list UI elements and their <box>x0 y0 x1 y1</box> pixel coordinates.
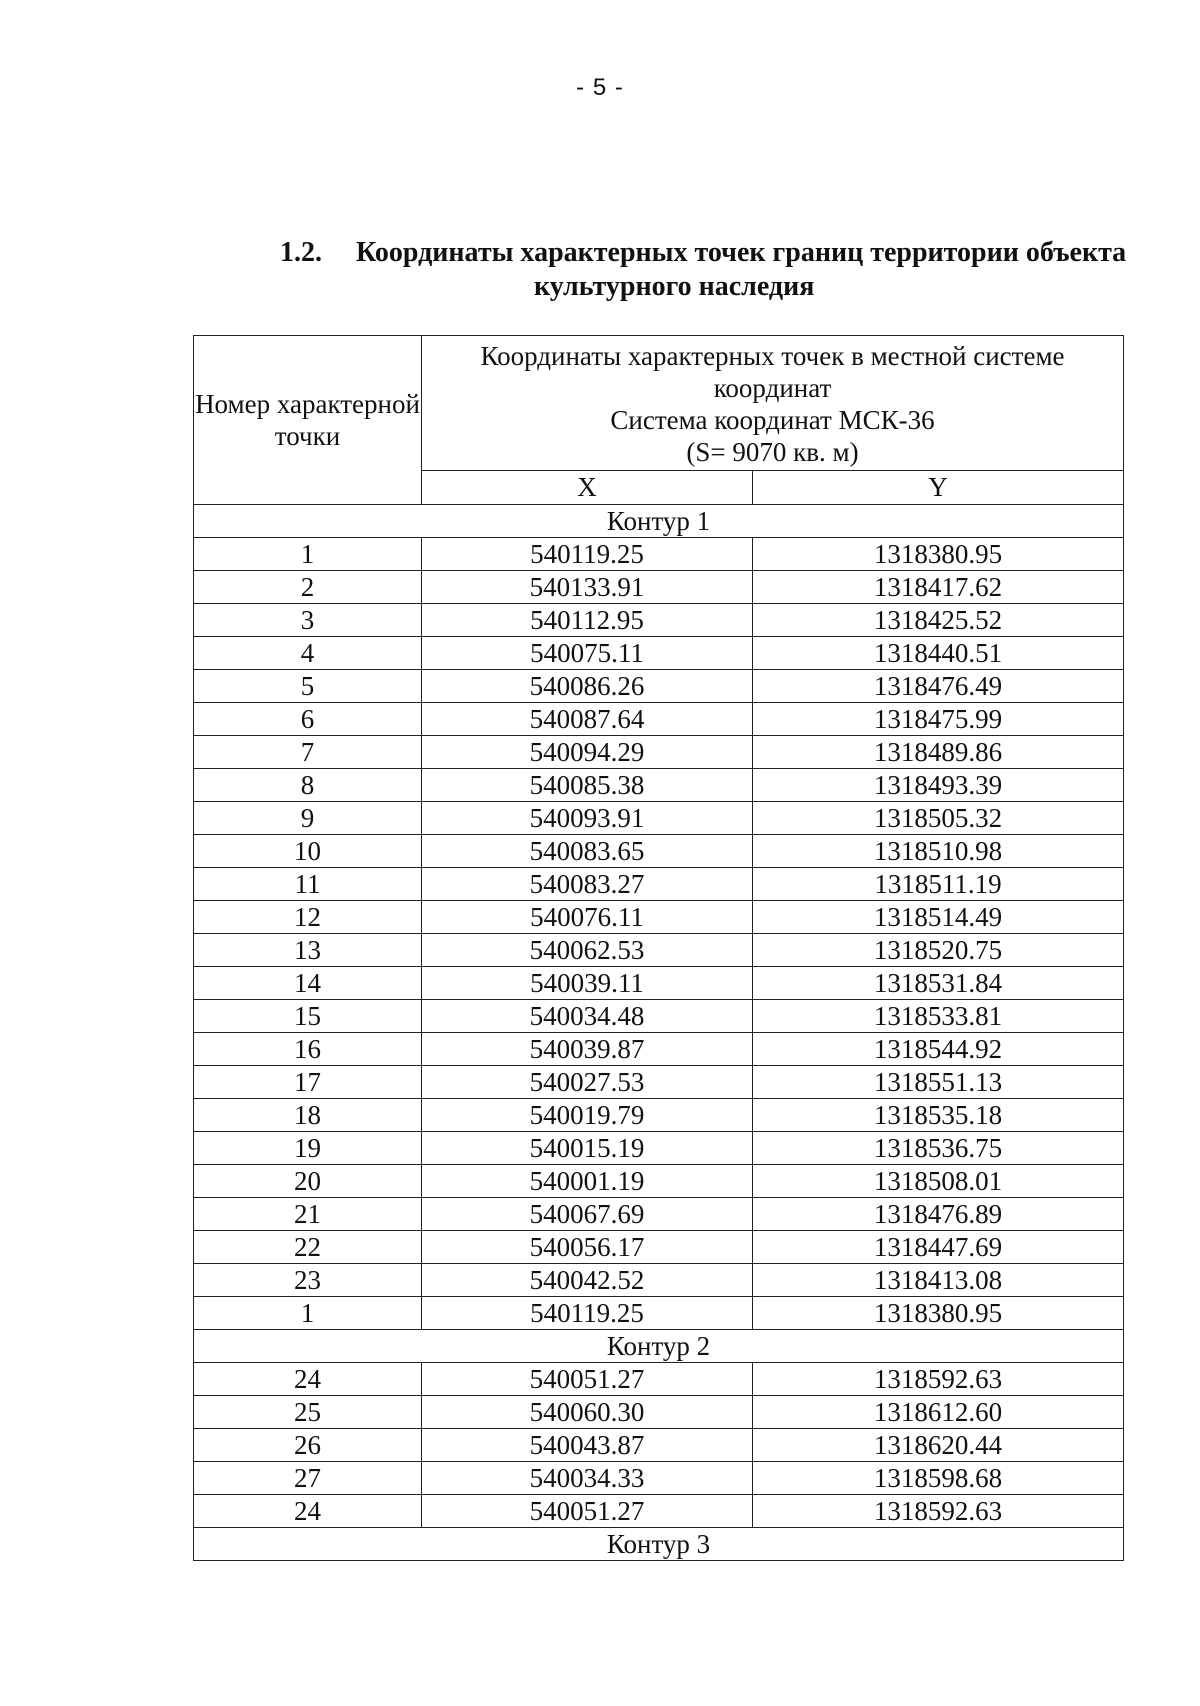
point-number-cell: 13 <box>194 934 422 967</box>
table-row <box>194 1165 1124 1198</box>
header-coords-line4: (S= 9070 кв. м) <box>686 437 859 467</box>
x-coordinate-cell: 540060.30 <box>422 1396 753 1429</box>
y-coordinate-cell: 1318514.49 <box>753 901 1124 934</box>
y-coordinate-cell: 1318511.19 <box>753 868 1124 901</box>
x-coordinate-cell: 540042.52 <box>422 1264 753 1297</box>
header-coords-line1: Координаты характерных точек в местной системе <box>480 341 1065 371</box>
y-coordinate-cell: 1318475.99 <box>753 703 1124 736</box>
point-number-cell: 11 <box>194 868 422 901</box>
table-row <box>194 604 1124 637</box>
x-coordinate-cell: 540034.48 <box>422 1000 753 1033</box>
y-coordinate-cell: 1318508.01 <box>753 1165 1124 1198</box>
point-number-cell: 1 <box>194 538 422 571</box>
y-coordinate-cell: 1318505.32 <box>753 802 1124 835</box>
table-row <box>194 637 1124 670</box>
contour-label: Контур 2 <box>194 1330 1124 1363</box>
contour-header-row <box>194 1528 1124 1561</box>
point-number-cell: 21 <box>194 1198 422 1231</box>
table-row <box>194 1066 1124 1099</box>
table-row <box>194 1132 1124 1165</box>
table-row <box>194 1000 1124 1033</box>
point-number-cell: 17 <box>194 1066 422 1099</box>
x-coordinate-cell: 540133.91 <box>422 571 753 604</box>
header-coords-line3: Система координат МСК-36 <box>610 405 935 435</box>
x-coordinate-cell: 540083.65 <box>422 835 753 868</box>
point-number-cell: 3 <box>194 604 422 637</box>
table-row <box>194 703 1124 736</box>
table-row <box>194 571 1124 604</box>
x-coordinate-cell: 540076.11 <box>422 901 753 934</box>
x-coordinate-cell: 540056.17 <box>422 1231 753 1264</box>
contour-label: Контур 3 <box>194 1528 1124 1561</box>
contour-header-row <box>194 1330 1124 1363</box>
point-number-cell: 22 <box>194 1231 422 1264</box>
table-row <box>194 1297 1124 1330</box>
page-number: - 5 - <box>576 74 624 101</box>
point-number-cell: 20 <box>194 1165 422 1198</box>
y-coordinate-cell: 1318620.44 <box>753 1429 1124 1462</box>
x-coordinate-cell: 540039.11 <box>422 967 753 1000</box>
y-coordinate-cell: 1318535.18 <box>753 1099 1124 1132</box>
coordinates-table <box>193 335 1124 1561</box>
y-coordinate-cell: 1318592.63 <box>753 1495 1124 1528</box>
table-row <box>194 769 1124 802</box>
x-coordinate-cell: 540034.33 <box>422 1462 753 1495</box>
table-row <box>194 670 1124 703</box>
point-number-cell: 24 <box>194 1495 422 1528</box>
x-coordinate-cell: 540015.19 <box>422 1132 753 1165</box>
x-coordinate-cell: 540027.53 <box>422 1066 753 1099</box>
header-coords-line2: координат <box>713 373 832 403</box>
table-row <box>194 802 1124 835</box>
header-y: Y <box>753 471 1124 505</box>
table-row <box>194 1462 1124 1495</box>
table-row <box>194 1396 1124 1429</box>
y-coordinate-cell: 1318380.95 <box>753 538 1124 571</box>
x-coordinate-cell: 540051.27 <box>422 1363 753 1396</box>
y-coordinate-cell: 1318380.95 <box>753 1297 1124 1330</box>
section-number: 1.2. <box>280 237 322 268</box>
table-row <box>194 934 1124 967</box>
y-coordinate-cell: 1318533.81 <box>753 1000 1124 1033</box>
x-coordinate-cell: 540119.25 <box>422 1297 753 1330</box>
point-number-cell: 9 <box>194 802 422 835</box>
point-number-cell: 12 <box>194 901 422 934</box>
point-number-cell: 2 <box>194 571 422 604</box>
table-row <box>194 967 1124 1000</box>
point-number-cell: 16 <box>194 1033 422 1066</box>
table-row <box>194 1264 1124 1297</box>
x-coordinate-cell: 540085.38 <box>422 769 753 802</box>
x-coordinate-cell: 540075.11 <box>422 637 753 670</box>
point-number-cell: 19 <box>194 1132 422 1165</box>
x-coordinate-cell: 540019.79 <box>422 1099 753 1132</box>
y-coordinate-cell: 1318592.63 <box>753 1363 1124 1396</box>
point-number-cell: 27 <box>194 1462 422 1495</box>
table-row <box>194 1363 1124 1396</box>
point-number-cell: 25 <box>194 1396 422 1429</box>
table-row <box>194 1231 1124 1264</box>
table-row <box>194 1198 1124 1231</box>
y-coordinate-cell: 1318536.75 <box>753 1132 1124 1165</box>
x-coordinate-cell: 540112.95 <box>422 604 753 637</box>
y-coordinate-cell: 1318551.13 <box>753 1066 1124 1099</box>
x-coordinate-cell: 540043.87 <box>422 1429 753 1462</box>
table-row <box>194 1099 1124 1132</box>
y-coordinate-cell: 1318531.84 <box>753 967 1124 1000</box>
x-coordinate-cell: 540087.64 <box>422 703 753 736</box>
table-row <box>194 538 1124 571</box>
y-coordinate-cell: 1318544.92 <box>753 1033 1124 1066</box>
point-number-cell: 23 <box>194 1264 422 1297</box>
header-point-number: Номер характерной точки <box>194 336 422 505</box>
y-coordinate-cell: 1318598.68 <box>753 1462 1124 1495</box>
x-coordinate-cell: 540051.27 <box>422 1495 753 1528</box>
x-coordinate-cell: 540062.53 <box>422 934 753 967</box>
y-coordinate-cell: 1318476.49 <box>753 670 1124 703</box>
y-coordinate-cell: 1318417.62 <box>753 571 1124 604</box>
y-coordinate-cell: 1318612.60 <box>753 1396 1124 1429</box>
header-x: X <box>422 471 753 505</box>
table-row <box>194 835 1124 868</box>
section-title <box>280 236 1140 304</box>
point-number-cell: 7 <box>194 736 422 769</box>
y-coordinate-cell: 1318510.98 <box>753 835 1124 868</box>
section-title-line1: Координаты характерных точек границ территории объекта <box>356 237 1127 268</box>
point-number-cell: 14 <box>194 967 422 1000</box>
y-coordinate-cell: 1318476.89 <box>753 1198 1124 1231</box>
contour-header-row <box>194 505 1124 538</box>
point-number-cell: 4 <box>194 637 422 670</box>
point-number-cell: 8 <box>194 769 422 802</box>
point-number-cell: 1 <box>194 1297 422 1330</box>
point-number-cell: 6 <box>194 703 422 736</box>
x-coordinate-cell: 540083.27 <box>422 868 753 901</box>
table-row <box>194 901 1124 934</box>
y-coordinate-cell: 1318413.08 <box>753 1264 1124 1297</box>
contour-label: Контур 1 <box>194 505 1124 538</box>
point-number-cell: 5 <box>194 670 422 703</box>
point-number-cell: 26 <box>194 1429 422 1462</box>
x-coordinate-cell: 540094.29 <box>422 736 753 769</box>
y-coordinate-cell: 1318520.75 <box>753 934 1124 967</box>
x-coordinate-cell: 540119.25 <box>422 538 753 571</box>
x-coordinate-cell: 540039.87 <box>422 1033 753 1066</box>
y-coordinate-cell: 1318447.69 <box>753 1231 1124 1264</box>
x-coordinate-cell: 540001.19 <box>422 1165 753 1198</box>
point-number-cell: 10 <box>194 835 422 868</box>
y-coordinate-cell: 1318493.39 <box>753 769 1124 802</box>
y-coordinate-cell: 1318425.52 <box>753 604 1124 637</box>
x-coordinate-cell: 540086.26 <box>422 670 753 703</box>
x-coordinate-cell: 540067.69 <box>422 1198 753 1231</box>
table-row <box>194 1495 1124 1528</box>
table-row <box>194 736 1124 769</box>
header-coordinates <box>422 336 1124 471</box>
y-coordinate-cell: 1318440.51 <box>753 637 1124 670</box>
point-number-cell: 24 <box>194 1363 422 1396</box>
table-body <box>194 505 1124 1561</box>
section-title-line2: культурного наследия <box>534 271 815 302</box>
table-row <box>194 1033 1124 1066</box>
point-number-cell: 18 <box>194 1099 422 1132</box>
point-number-cell: 15 <box>194 1000 422 1033</box>
x-coordinate-cell: 540093.91 <box>422 802 753 835</box>
table-row <box>194 1429 1124 1462</box>
y-coordinate-cell: 1318489.86 <box>753 736 1124 769</box>
table-row <box>194 868 1124 901</box>
